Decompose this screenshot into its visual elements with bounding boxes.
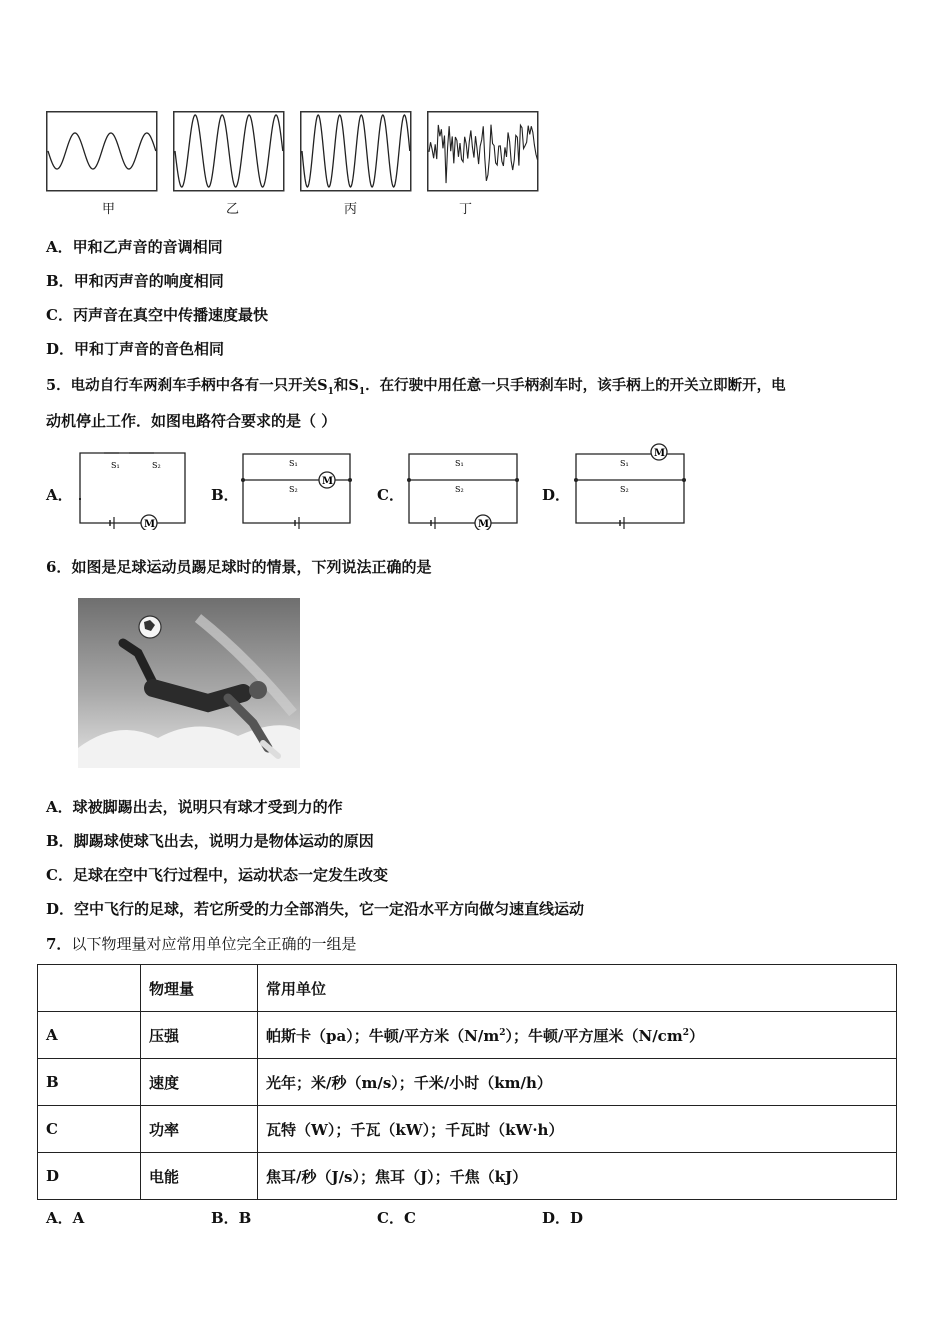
option-text: 空中飞行的足球，若它所受的力全部消失，它一定沿水平方向做匀速直线运动 [74, 900, 585, 918]
q7-option-c: C．C [377, 1209, 416, 1227]
q4-option-c [46, 304, 268, 325]
q5-question-line1 [46, 374, 786, 397]
option-label: D． [46, 340, 75, 358]
units-table [37, 964, 897, 1200]
units-sup: 2 [682, 1027, 689, 1038]
switch-s1: S [317, 377, 328, 394]
option-label: C． [46, 866, 73, 884]
units-text: 瓦特（W）；千瓦（kW）；千瓦时（kW·h） [266, 1120, 564, 1139]
switch-s2-sub: 1 [358, 386, 366, 397]
units-text: ） [688, 1026, 704, 1045]
row-quantity: 电能 [141, 1153, 258, 1200]
option-text: 足球在空中飞行过程中，运动状态一定发生改变 [72, 866, 388, 884]
option-text: 甲和丁声音的音色相同 [74, 340, 225, 358]
q7-question [46, 933, 356, 954]
table-header-cell: 物理量 [141, 965, 258, 1012]
row-units [258, 1106, 897, 1153]
row-key: B [38, 1059, 141, 1106]
circuit-diagram-d [570, 442, 690, 530]
circuit-diagram-a [74, 448, 189, 530]
table-row [38, 1153, 897, 1200]
circuit-label-c: C． [377, 486, 404, 504]
row-quantity: 速度 [141, 1059, 258, 1106]
switch-label: S₁ [455, 459, 464, 468]
motor-symbol: M [144, 519, 156, 530]
row-units [258, 1059, 897, 1106]
table-row [38, 1106, 897, 1153]
row-quantity: 压强 [141, 1012, 258, 1059]
q4-option-d [46, 338, 224, 359]
q5-text-a: 电动自行车两刹车手柄中各有一只开关 [70, 377, 318, 394]
q6-question-text: 如图是足球运动员踢足球时的情景，下列说法正确的是 [71, 558, 432, 576]
switch-label: S₂ [152, 461, 161, 470]
waveform-jia [46, 111, 156, 190]
option-text: 丙声音在真空中传播速度最快 [72, 306, 268, 324]
table-header-cell: 常用单位 [258, 965, 897, 1012]
q6-option-b [46, 830, 374, 851]
wave-caption-ding: 丁 [459, 202, 473, 217]
q7-option-a: A．A [46, 1209, 85, 1227]
motor-symbol: M [478, 519, 490, 530]
q4-option-a [46, 236, 223, 257]
q7-option-b: B．B [211, 1209, 252, 1227]
switch-label: S₁ [289, 459, 298, 468]
q6-option-a [46, 796, 343, 817]
question-number: 5． [46, 377, 71, 394]
option-text: 球被脚踢出去，说明只有球才受到力的作 [72, 798, 343, 816]
option-label: B． [46, 272, 74, 290]
option-label: A． [46, 238, 73, 256]
q6-question [46, 556, 431, 577]
circuit-diagram-c [403, 448, 523, 530]
row-key: D [38, 1153, 141, 1200]
switch-label: S₁ [620, 459, 629, 468]
option-text: 脚踢球使球飞出去，说明力是物体运动的原因 [73, 832, 374, 850]
q7-question-text: 以下物理量对应常用单位完全正确的一组是 [71, 935, 357, 953]
wave-caption-bing: 丙 [344, 202, 358, 217]
option-text: 甲和乙声音的音调相同 [72, 238, 223, 256]
switch-s2: S [348, 377, 359, 394]
q5-and: 和 [333, 377, 349, 394]
row-units [258, 1153, 897, 1200]
units-text: 光年；米/秒（m/s）；千米/小时（km/h） [266, 1073, 552, 1092]
row-quantity: 功率 [141, 1106, 258, 1153]
q7-option-d: D．D [542, 1209, 584, 1227]
row-key: C [38, 1106, 141, 1153]
units-text: 帕斯卡（pa）；牛顿/平方米（N/m [266, 1026, 500, 1045]
waveform-bing [300, 111, 410, 190]
option-label: B． [46, 832, 74, 850]
q4-option-b [46, 270, 224, 291]
table-row [38, 1059, 897, 1106]
option-text: 甲和丙声音的响度相同 [73, 272, 224, 290]
wave-caption-jia: 甲 [102, 202, 116, 217]
row-units [258, 1012, 897, 1059]
switch-label: S₁ [111, 461, 120, 470]
option-label: D． [46, 900, 75, 918]
waveform-yi [173, 111, 283, 190]
q6-option-c [46, 864, 388, 885]
question-number: 7． [46, 935, 72, 953]
units-sup: 2 [499, 1027, 506, 1038]
units-text: ）；牛顿/平方厘米（N/cm [505, 1026, 683, 1045]
table-header-row [38, 965, 897, 1012]
switch-label: S₂ [289, 485, 298, 494]
option-label: C． [46, 306, 73, 324]
circuit-label-a: A． [46, 486, 73, 504]
option-label: A． [46, 798, 73, 816]
row-key: A [38, 1012, 141, 1059]
motor-symbol: M [654, 448, 666, 459]
waveform-ding [427, 111, 537, 190]
table-header-cell [38, 965, 141, 1012]
switch-label: S₂ [455, 485, 464, 494]
wave-caption-yi: 乙 [226, 202, 240, 217]
switch-s1-sub: 1 [327, 386, 334, 397]
table-row [38, 1012, 897, 1059]
circuit-diagram-b [237, 448, 357, 530]
question-number: 6． [46, 558, 72, 576]
q6-option-d [46, 898, 584, 919]
units-text: 焦耳/秒（J/s）；焦耳（J）；千焦（kJ） [266, 1167, 528, 1186]
switch-label: S₂ [620, 485, 629, 494]
circuit-label-d: D． [542, 486, 571, 504]
q5-text-b: ．在行驶中用任意一只手柄刹车时，该手柄上的开关立即断开，电 [365, 377, 786, 394]
soccer-player-image [78, 598, 300, 768]
motor-symbol: M [322, 476, 334, 487]
circuit-label-b: B． [211, 486, 239, 504]
q5-question-line2: 动机停止工作．如图电路符合要求的是（ ） [46, 412, 337, 430]
